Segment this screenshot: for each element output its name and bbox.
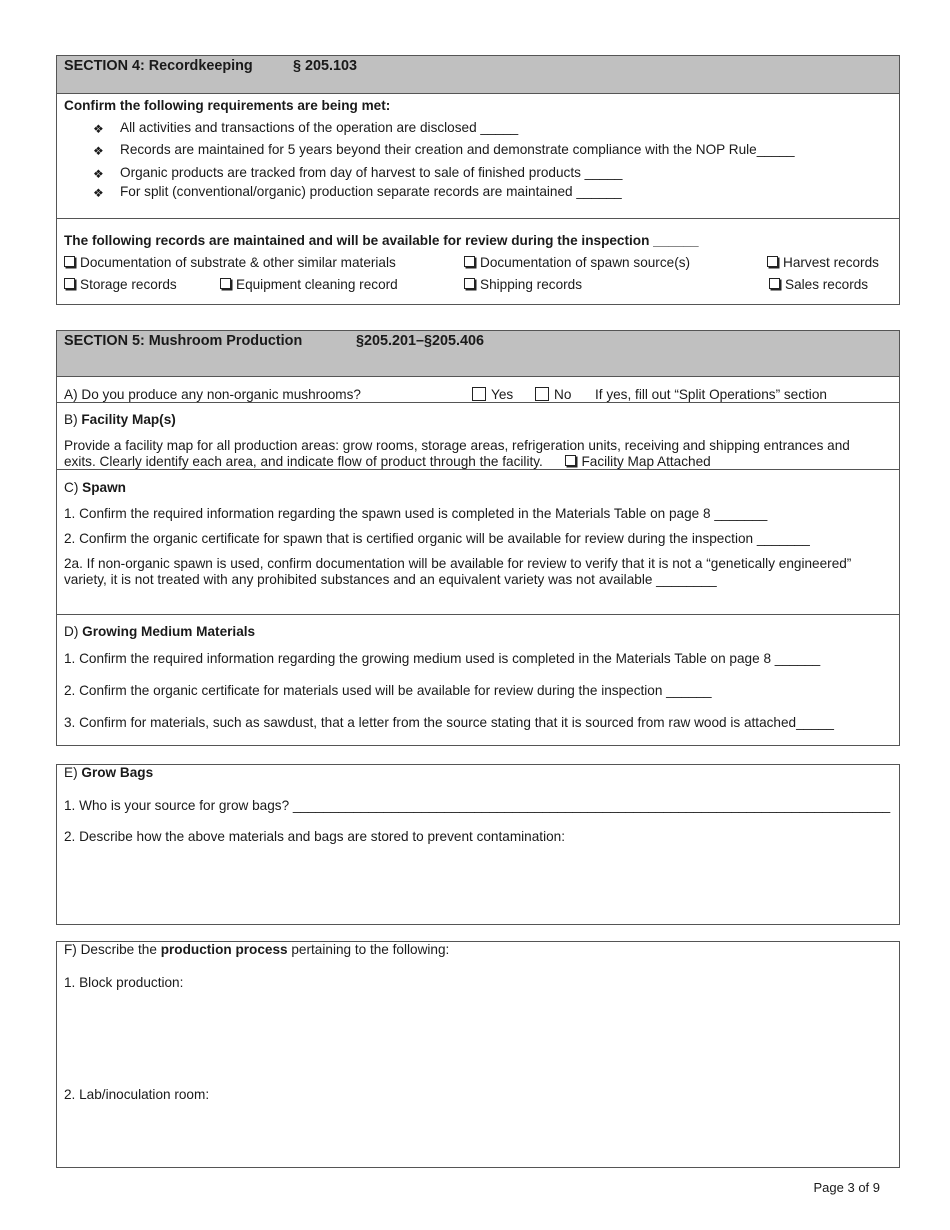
section-4-title: SECTION 4: Recordkeeping <box>64 58 253 74</box>
checkbox-icon[interactable] <box>767 256 778 267</box>
requirement-item: All activities and transactions of the operation are disclosed _____ <box>120 120 519 135</box>
records-block <box>57 218 899 304</box>
spawn-block <box>57 469 899 615</box>
growing-medium-item: 1. Confirm the required information regarding the growing medium used is completed in the Materials Table on page 8 ______ <box>64 651 821 666</box>
checkbox-icon[interactable] <box>464 278 475 289</box>
checkbox-icon[interactable] <box>769 278 780 289</box>
section-4 <box>56 55 900 305</box>
section-5-header <box>57 331 899 377</box>
record-storage[interactable]: Storage records <box>64 277 177 292</box>
requirement-item: For split (conventional/organic) production separate records are maintained ______ <box>120 184 622 199</box>
grow-bags-source-question[interactable]: 1. Who is your source for grow bags? _______________________________________________________________________________ <box>64 798 891 813</box>
checkbox-icon[interactable] <box>472 387 486 401</box>
question-a: A) Do you produce any non-organic mushrooms? <box>64 387 361 402</box>
spawn-item: 2a. If non-organic spawn is used, confirm documentation will be available for review to verify that it is not a “genetically engineered” variety, it is not treated with any prohibited substances and an equivalent variety was not available ________ <box>64 556 852 587</box>
spawn-item: 2. Confirm the organic certificate for spawn that is certified organic will be available for review during the inspection _______ <box>64 531 810 546</box>
spawn-heading: C) Spawn <box>64 480 126 495</box>
answer-yes[interactable]: Yes <box>472 387 513 402</box>
grow-bags-heading: E) Grow Bags <box>64 765 154 780</box>
record-sales[interactable]: Sales records <box>769 277 868 292</box>
growing-medium-block <box>57 614 899 745</box>
requirement-item: Records are maintained for 5 years beyond their creation and demonstrate compliance with the NOP Rule_____ <box>120 142 795 157</box>
record-spawn-source[interactable]: Documentation of spawn source(s) <box>464 255 690 270</box>
production-process-block <box>56 941 900 1168</box>
facility-map-attached: Facility Map Attached <box>581 454 711 469</box>
records-heading: The following records are maintained and will be available for review during the inspection ______ <box>64 233 699 248</box>
storage-question: 2. Describe how the above materials and bags are stored to prevent contamination: <box>64 829 565 844</box>
split-operations-note: If yes, fill out “Split Operations” section <box>595 387 827 402</box>
block-production-question: 1. Block production: <box>64 975 184 990</box>
checkbox-icon[interactable] <box>64 256 75 267</box>
page-number: Page 3 of 9 <box>813 1180 880 1195</box>
requirement-item: Organic products are tracked from day of harvest to sale of finished products _____ <box>120 165 623 180</box>
record-substrate[interactable]: Documentation of substrate & other similar materials <box>64 255 396 270</box>
bullet-icon: ❖ <box>93 167 104 181</box>
record-harvest[interactable]: Harvest records <box>767 255 879 270</box>
section-5-citation: §205.201–§205.406 <box>356 333 485 349</box>
answer-no[interactable]: No <box>535 387 571 402</box>
facility-map-heading: B) Facility Map(s) <box>64 412 176 427</box>
section-4-header <box>57 56 899 94</box>
facility-map-block <box>57 402 899 470</box>
bullet-icon: ❖ <box>93 186 104 200</box>
checkbox-icon[interactable] <box>535 387 549 401</box>
spawn-item: 1. Confirm the required information regarding the spawn used is completed in the Materials Table on page 8 _______ <box>64 506 768 521</box>
checkbox-icon[interactable] <box>220 278 231 289</box>
confirm-heading: Confirm the following requirements are being met: <box>64 98 391 113</box>
bullet-icon: ❖ <box>93 144 104 158</box>
section-5-title: SECTION 5: Mushroom Production <box>64 333 303 349</box>
grow-bags-block <box>56 764 900 925</box>
record-equipment[interactable]: Equipment cleaning record <box>220 277 398 292</box>
lab-inoculation-question: 2. Lab/inoculation room: <box>64 1087 210 1102</box>
checkbox-icon[interactable] <box>64 278 75 289</box>
production-process-heading: F) Describe the production process pertaining to the following: <box>64 942 450 957</box>
bullet-icon: ❖ <box>93 122 104 136</box>
checkbox-icon[interactable] <box>565 455 576 466</box>
record-shipping[interactable]: Shipping records <box>464 277 582 292</box>
section-5 <box>56 330 900 746</box>
growing-medium-item: 2. Confirm the organic certificate for materials used will be available for review during the inspection ______ <box>64 683 712 698</box>
checkbox-icon[interactable] <box>464 256 475 267</box>
facility-map-text: Provide a facility map for all production areas: grow rooms, storage areas, refrigeration units, receiving and shipping entrances and exits. Clearly identify each area, and indicate flow of product through the facility. Facility Map Attached <box>64 438 850 469</box>
growing-medium-heading: D) Growing Medium Materials <box>64 624 256 639</box>
section-4-citation: § 205.103 <box>293 58 358 74</box>
growing-medium-item: 3. Confirm for materials, such as sawdust, that a letter from the source stating that it is sourced from raw wood is attached_____ <box>64 715 834 730</box>
